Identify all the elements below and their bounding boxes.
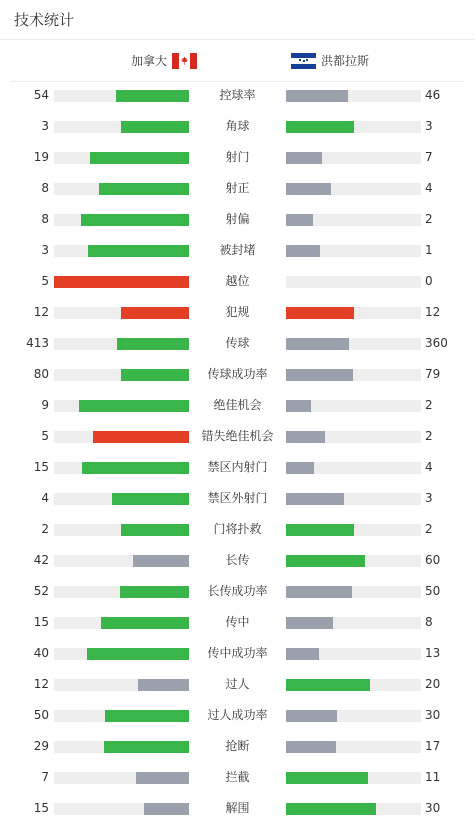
- stat-row: [0, 514, 475, 545]
- away-stat-bar: [286, 586, 421, 598]
- home-stat-fill: [136, 772, 189, 784]
- stat-label: 解围: [225, 801, 250, 815]
- home-stat-fill: [117, 338, 189, 350]
- stats-list: [0, 80, 475, 824]
- away-stat-value: 50: [425, 584, 441, 598]
- away-stat-fill: [286, 431, 325, 443]
- away-stat-bar: [286, 121, 421, 133]
- home-stat-value: 8: [41, 212, 49, 226]
- home-stat-value: 15: [33, 801, 49, 815]
- stat-row: [0, 421, 475, 452]
- away-stat-bar: [286, 276, 421, 288]
- home-stat-fill: [90, 152, 189, 164]
- stat-label: 角球: [225, 119, 250, 133]
- home-stat-bar: [54, 307, 189, 319]
- home-stat-bar: [54, 400, 189, 412]
- away-stat-value: 17: [425, 739, 441, 753]
- home-stat-value: 5: [41, 429, 49, 443]
- home-stat-value: 5: [41, 274, 49, 288]
- away-stat-fill: [286, 245, 320, 257]
- home-stat-value: 2: [41, 522, 49, 536]
- home-stat-fill: [93, 431, 189, 443]
- home-stat-bar: [54, 803, 189, 815]
- stat-label: 长传: [225, 553, 250, 567]
- stat-row: [0, 235, 475, 266]
- stat-label: 射门: [225, 150, 250, 164]
- stat-row: [0, 669, 475, 700]
- away-stat-fill: [286, 710, 337, 722]
- stat-label: 越位: [225, 274, 250, 288]
- stat-row: [0, 111, 475, 142]
- home-stat-fill: [79, 400, 189, 412]
- stat-label: 过人成功率: [207, 708, 268, 722]
- away-stat-value: 11: [425, 770, 441, 784]
- home-stat-value: 29: [33, 739, 49, 753]
- home-stat-fill: [81, 214, 189, 226]
- away-stat-bar: [286, 555, 421, 567]
- stat-row: [0, 328, 475, 359]
- home-stat-fill: [121, 121, 189, 133]
- away-stat-fill: [286, 741, 336, 753]
- home-stat-fill: [101, 617, 189, 629]
- home-stat-fill: [121, 307, 189, 319]
- header: [0, 0, 475, 40]
- away-stat-fill: [286, 648, 319, 660]
- stat-row: [0, 390, 475, 421]
- stat-row: [0, 793, 475, 824]
- stat-row: [0, 80, 475, 111]
- home-stat-bar: [54, 555, 189, 567]
- home-stat-fill: [144, 803, 189, 815]
- away-stat-fill: [286, 369, 353, 381]
- home-stat-bar: [54, 369, 189, 381]
- home-stat-value: 7: [41, 770, 49, 784]
- home-stat-fill: [54, 276, 189, 288]
- away-stat-fill: [286, 803, 376, 815]
- away-stat-bar: [286, 772, 421, 784]
- teams-row: [10, 40, 465, 82]
- home-stat-bar: [54, 524, 189, 536]
- home-stat-bar: [54, 586, 189, 598]
- away-stat-bar: [286, 183, 421, 195]
- away-stat-value: 4: [425, 460, 433, 474]
- home-stat-value: 19: [33, 150, 49, 164]
- away-stat-bar: [286, 90, 421, 102]
- home-stat-fill: [120, 586, 189, 598]
- home-stat-bar: [54, 338, 189, 350]
- home-stat-value: 4: [41, 491, 49, 505]
- away-stat-value: 2: [425, 212, 433, 226]
- home-stat-value: 54: [33, 88, 49, 102]
- home-stat-value: 52: [33, 584, 49, 598]
- stat-row: [0, 576, 475, 607]
- home-stat-bar: [54, 741, 189, 753]
- home-stat-bar: [54, 648, 189, 660]
- home-stat-value: 12: [33, 677, 49, 691]
- honduras-flag-icon: [291, 53, 316, 69]
- home-stat-value: 3: [41, 243, 49, 257]
- home-stat-fill: [99, 183, 189, 195]
- home-stat-fill: [88, 245, 189, 257]
- stat-label: 门将扑救: [213, 522, 262, 536]
- home-stat-value: 15: [33, 460, 49, 474]
- away-stat-value: 13: [425, 646, 441, 660]
- stat-label: 长传成功率: [207, 584, 268, 598]
- home-stat-bar: [54, 679, 189, 691]
- stat-row: [0, 266, 475, 297]
- home-stat-value: 3: [41, 119, 49, 133]
- away-stat-bar: [286, 431, 421, 443]
- away-stat-fill: [286, 307, 354, 319]
- away-stat-bar: [286, 462, 421, 474]
- away-stat-value: 1: [425, 243, 433, 257]
- away-stat-bar: [286, 524, 421, 536]
- stat-label: 拦截: [225, 770, 250, 784]
- stat-row: [0, 607, 475, 638]
- away-stat-fill: [286, 493, 344, 505]
- stat-row: [0, 731, 475, 762]
- away-stat-fill: [286, 121, 354, 133]
- home-team: [126, 40, 197, 81]
- away-team-name: 洪都拉斯: [321, 54, 370, 68]
- away-stat-bar: [286, 493, 421, 505]
- stat-row: [0, 545, 475, 576]
- home-stat-value: 40: [33, 646, 49, 660]
- away-stat-bar: [286, 679, 421, 691]
- home-stat-bar: [54, 431, 189, 443]
- home-stat-bar: [54, 617, 189, 629]
- away-stat-value: 4: [425, 181, 433, 195]
- stat-row: [0, 359, 475, 390]
- stat-label: 禁区外射门: [207, 491, 268, 505]
- away-stat-bar: [286, 307, 421, 319]
- stat-row: [0, 204, 475, 235]
- stat-row: [0, 483, 475, 514]
- away-stat-fill: [286, 214, 313, 226]
- away-stat-bar: [286, 803, 421, 815]
- away-stat-value: 79: [425, 367, 441, 381]
- away-stat-fill: [286, 586, 352, 598]
- away-stat-bar: [286, 214, 421, 226]
- stat-row: [0, 762, 475, 793]
- away-stat-bar: [286, 741, 421, 753]
- away-stat-bar: [286, 152, 421, 164]
- away-stat-value: 2: [425, 522, 433, 536]
- away-team: [291, 40, 374, 81]
- home-stat-bar: [54, 493, 189, 505]
- away-stat-bar: [286, 648, 421, 660]
- stat-label: 错失绝佳机会: [201, 429, 274, 443]
- away-stat-value: 360: [425, 336, 448, 350]
- stat-row: [0, 297, 475, 328]
- away-stat-bar: [286, 245, 421, 257]
- stat-label: 传中成功率: [207, 646, 268, 660]
- away-stat-bar: [286, 710, 421, 722]
- stat-label: 过人: [225, 677, 250, 691]
- home-stat-fill: [121, 524, 189, 536]
- away-stat-value: 7: [425, 150, 433, 164]
- canada-flag-icon: [172, 53, 197, 69]
- away-stat-fill: [286, 462, 314, 474]
- home-stat-value: 50: [33, 708, 49, 722]
- home-stat-fill: [104, 741, 189, 753]
- away-stat-value: 3: [425, 119, 433, 133]
- away-stat-fill: [286, 679, 370, 691]
- stat-label: 传球: [225, 336, 250, 350]
- stat-label: 禁区内射门: [207, 460, 268, 474]
- stat-row: [0, 452, 475, 483]
- away-stat-value: 8: [425, 615, 433, 629]
- away-stat-value: 60: [425, 553, 441, 567]
- away-stat-value: 12: [425, 305, 441, 319]
- home-stat-bar: [54, 710, 189, 722]
- stat-label: 被封堵: [219, 243, 256, 257]
- away-stat-value: 20: [425, 677, 441, 691]
- stat-label: 射正: [225, 181, 250, 195]
- home-stat-fill: [112, 493, 189, 505]
- stat-label: 抢断: [225, 739, 250, 753]
- home-stat-fill: [105, 710, 189, 722]
- stat-label: 犯规: [225, 305, 250, 319]
- away-stat-value: 3: [425, 491, 433, 505]
- home-stat-bar: [54, 90, 189, 102]
- away-stat-value: 46: [425, 88, 441, 102]
- home-stat-bar: [54, 183, 189, 195]
- home-stat-value: 12: [33, 305, 49, 319]
- away-stat-fill: [286, 152, 322, 164]
- away-stat-fill: [286, 617, 333, 629]
- home-stat-bar: [54, 462, 189, 474]
- home-stat-fill: [121, 369, 189, 381]
- away-stat-value: 30: [425, 801, 441, 815]
- away-stat-fill: [286, 772, 368, 784]
- home-stat-bar: [54, 276, 189, 288]
- away-stat-bar: [286, 369, 421, 381]
- home-stat-value: 413: [26, 336, 49, 350]
- away-stat-fill: [286, 90, 348, 102]
- away-stat-bar: [286, 400, 421, 412]
- stat-label: 传中: [225, 615, 250, 629]
- home-stat-bar: [54, 152, 189, 164]
- stat-label: 绝佳机会: [213, 398, 262, 412]
- away-stat-fill: [286, 555, 365, 567]
- home-team-name: 加拿大: [131, 54, 168, 68]
- away-stat-value: 2: [425, 398, 433, 412]
- away-stat-value: 0: [425, 274, 433, 288]
- home-stat-fill: [82, 462, 189, 474]
- home-stat-value: 8: [41, 181, 49, 195]
- home-stat-value: 80: [33, 367, 49, 381]
- away-stat-value: 30: [425, 708, 441, 722]
- home-stat-fill: [138, 679, 189, 691]
- away-stat-value: 2: [425, 429, 433, 443]
- home-stat-value: 42: [33, 553, 49, 567]
- stat-label: 控球率: [219, 88, 256, 102]
- away-stat-bar: [286, 338, 421, 350]
- home-stat-bar: [54, 121, 189, 133]
- home-stat-bar: [54, 772, 189, 784]
- stat-row: [0, 638, 475, 669]
- stat-row: [0, 142, 475, 173]
- stat-row: [0, 173, 475, 204]
- home-stat-fill: [116, 90, 189, 102]
- stat-row: [0, 700, 475, 731]
- away-stat-fill: [286, 183, 331, 195]
- away-stat-fill: [286, 524, 354, 536]
- stat-label: 射偏: [225, 212, 250, 226]
- home-stat-fill: [87, 648, 189, 660]
- home-stat-fill: [133, 555, 189, 567]
- home-stat-value: 9: [41, 398, 49, 412]
- away-stat-bar: [286, 617, 421, 629]
- home-stat-bar: [54, 214, 189, 226]
- away-stat-fill: [286, 338, 349, 350]
- home-stat-bar: [54, 245, 189, 257]
- page-title: 技术统计: [14, 11, 75, 29]
- away-stat-fill: [286, 400, 311, 412]
- home-stat-value: 15: [33, 615, 49, 629]
- stat-label: 传球成功率: [207, 367, 268, 381]
